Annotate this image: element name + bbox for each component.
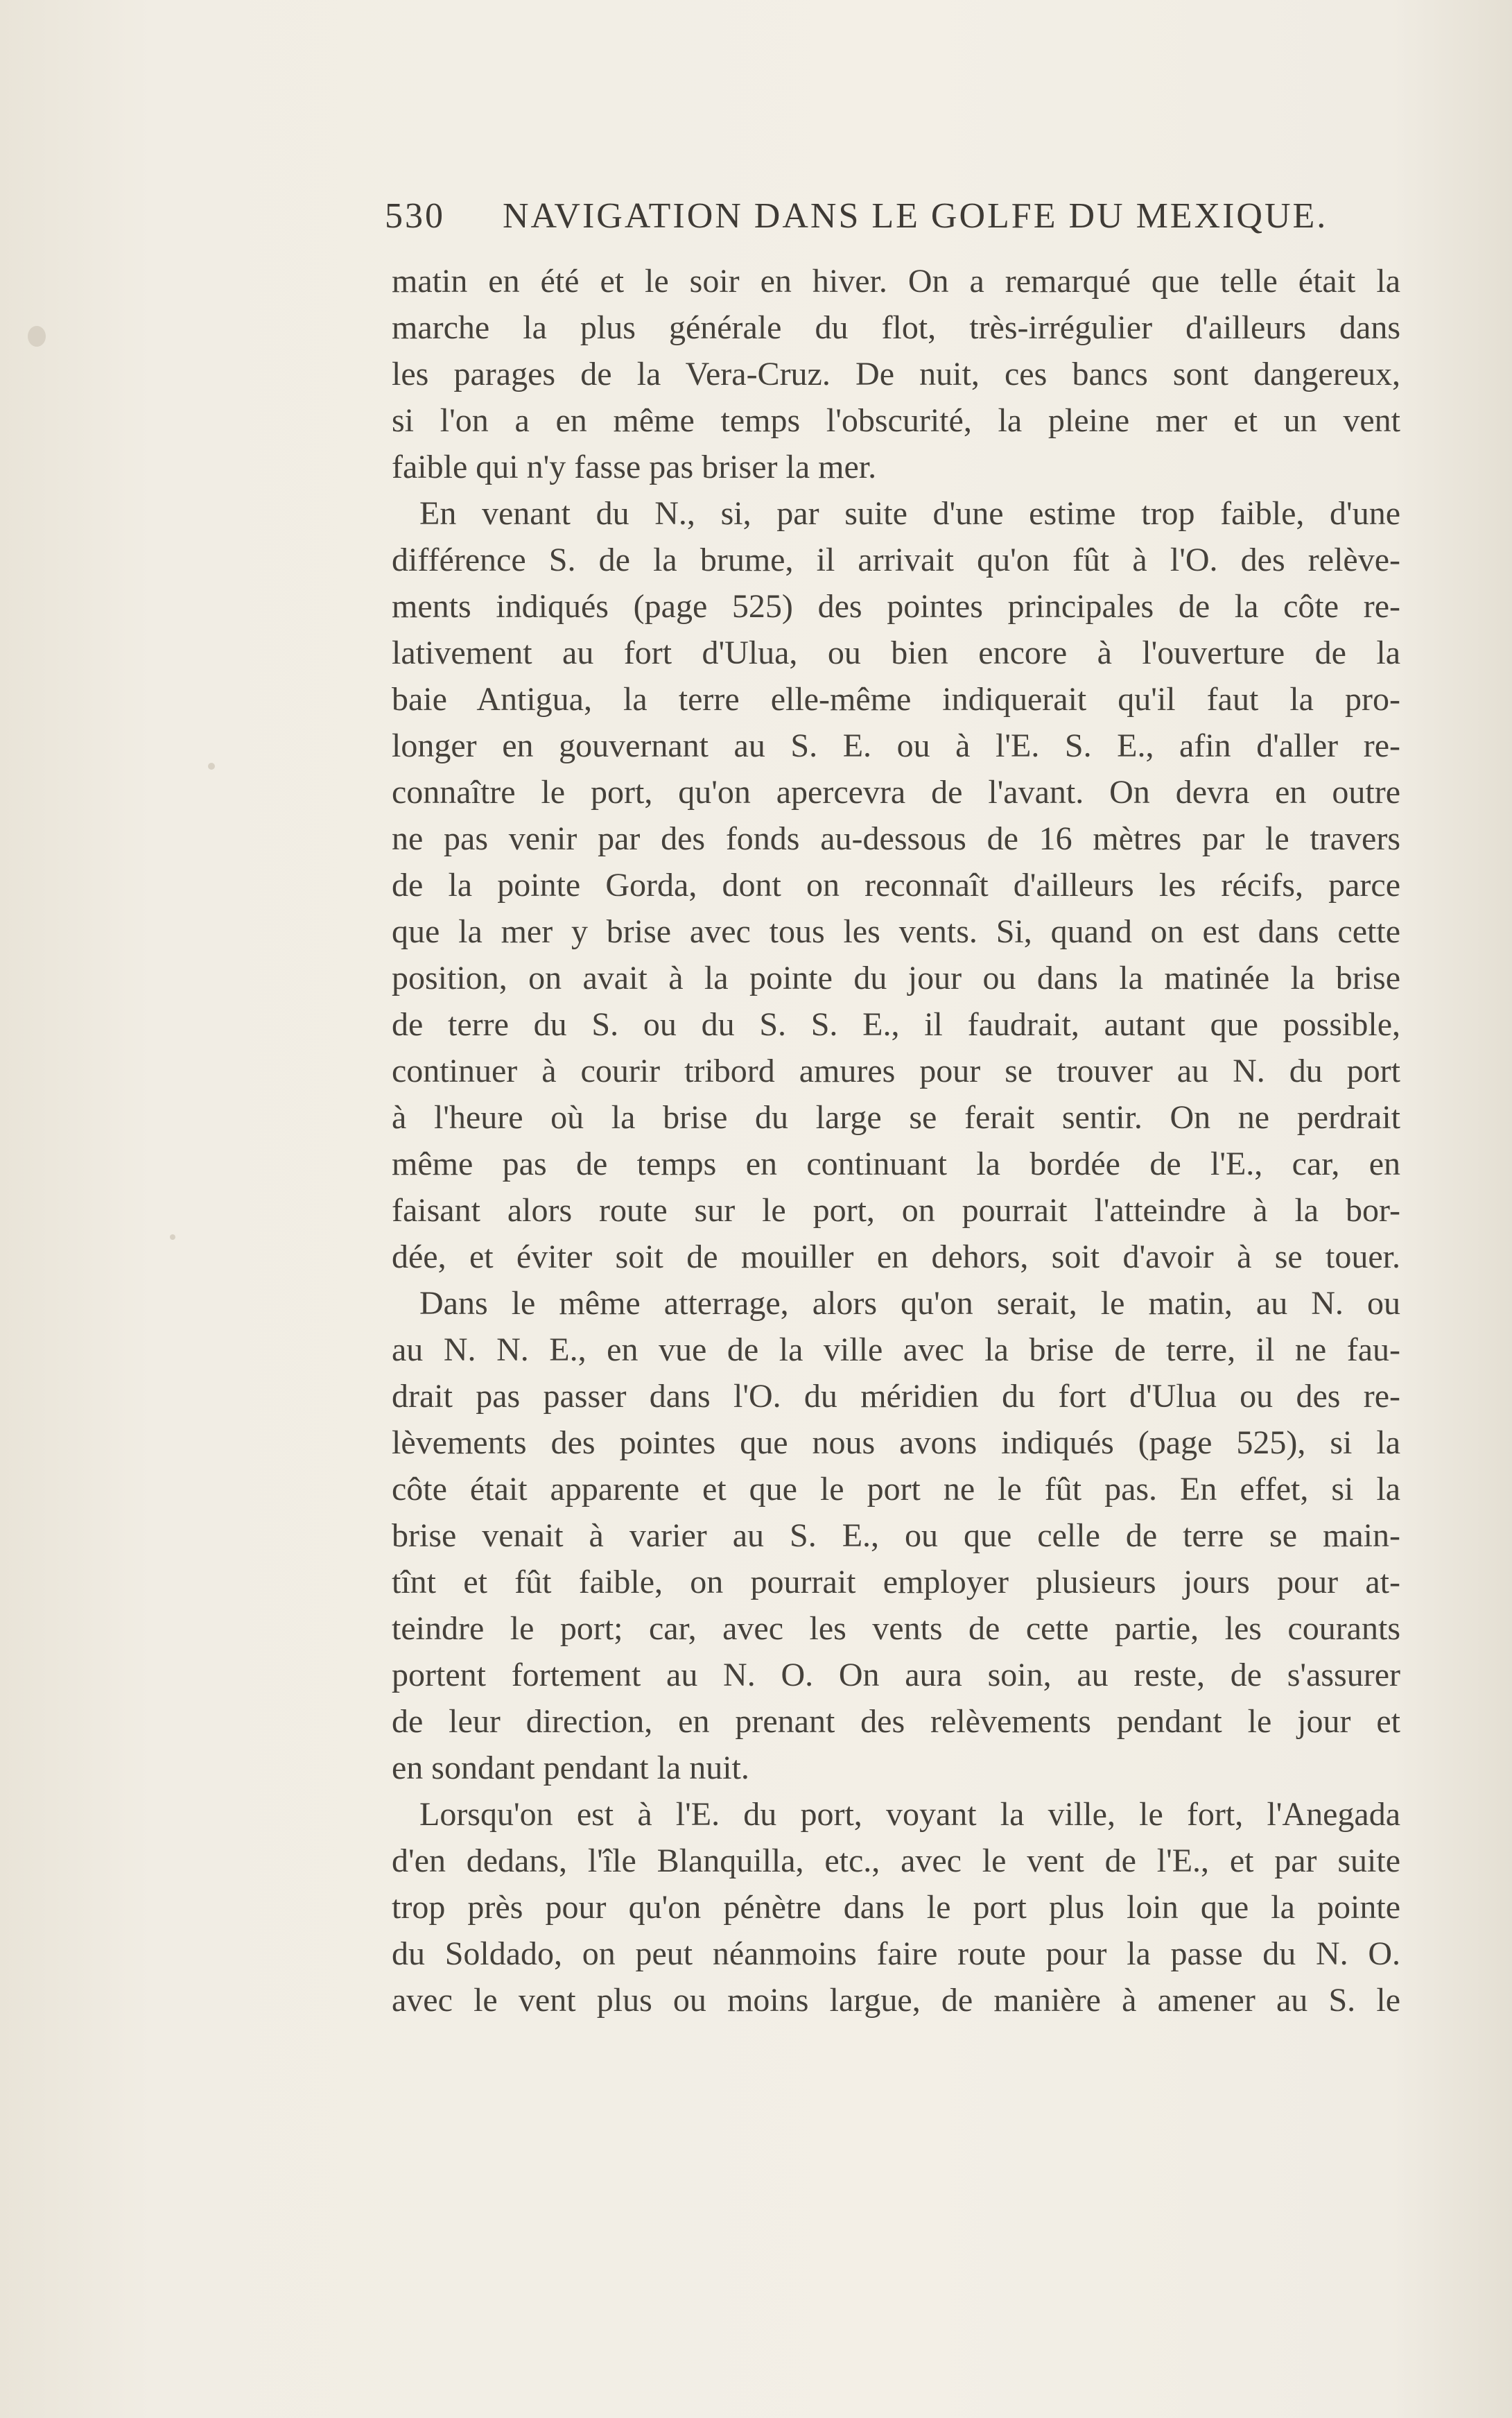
text-line: En venant du N., si, par suite d'une estime trop faible, d'une: [419, 495, 1400, 532]
text-line: portent fortement au N. O. On aura soin, au reste, de s'assurer: [392, 1657, 1400, 1693]
paper-spot: [208, 763, 215, 770]
text-line: tînt et fût faible, on pourrait employer plusieurs jours pour at-: [392, 1564, 1400, 1600]
text-line: faible qui n'y fasse pas briser la mer.: [392, 449, 877, 485]
page-number: 530: [385, 196, 445, 236]
text-line: ne pas venir par des fonds au-dessous de 16 mètres par le travers: [392, 820, 1400, 857]
text-line: différence S. de la brume, il arrivait qu'on fût à l'O. des relève-: [392, 542, 1400, 578]
text-line: drait pas passer dans l'O. du méridien du fort d'Ulua ou des re-: [392, 1378, 1400, 1415]
text-line: position, on avait à la pointe du jour ou dans la matinée la brise: [392, 960, 1400, 996]
text-line: que la mer y brise avec tous les vents. Si, quand on est dans cette: [392, 913, 1400, 950]
running-title: NAVIGATION DANS LE GOLFE DU MEXIQUE.: [503, 196, 1328, 236]
text-line: baie Antigua, la terre elle-même indiquerait qu'il faut la pro-: [392, 681, 1400, 718]
text-line: continuer à courir tribord amures pour se trouver au N. du port: [392, 1053, 1400, 1089]
text-line: lèvements des pointes que nous avons indiqués (page 525), si la: [392, 1424, 1400, 1461]
text-line: à l'heure où la brise du large se ferait sentir. On ne perdrait: [392, 1099, 1400, 1136]
text-line: connaître le port, qu'on apercevra de l'avant. On devra en outre: [392, 774, 1400, 811]
text-line: de terre du S. ou du S. S. E., il faudrait, autant que possible,: [392, 1006, 1400, 1043]
text-line: de leur direction, en prenant des relèvements pendant le jour et: [392, 1703, 1400, 1740]
text-line: Dans le même atterrage, alors qu'on serait, le matin, au N. ou: [419, 1285, 1400, 1322]
text-line: avec le vent plus ou moins largue, de manière à amener au S. le: [392, 1982, 1400, 2019]
text-line: au N. N. E., en vue de la ville avec la brise de terre, il ne fau-: [392, 1331, 1400, 1368]
text-line: de la pointe Gorda, dont on reconnaît d'ailleurs les récifs, parce: [392, 867, 1400, 904]
text-line: brise venait à varier au S. E., ou que celle de terre se main-: [392, 1517, 1400, 1554]
text-line: les parages de la Vera-Cruz. De nuit, ces bancs sont dangereux,: [392, 356, 1400, 392]
text-line: côte était apparente et que le port ne le fût pas. En effet, si la: [392, 1471, 1400, 1508]
text-line: teindre le port; car, avec les vents de cette partie, les courants: [392, 1610, 1400, 1647]
text-line: matin en été et le soir en hiver. On a remarqué que telle était la: [392, 263, 1400, 300]
text-line: même pas de temps en continuant la bordée de l'E., car, en: [392, 1146, 1400, 1182]
text-line: d'en dedans, l'île Blanquilla, etc., avec le vent de l'E., et par suite: [392, 1842, 1400, 1879]
paper-spot: [170, 1234, 175, 1240]
text-line: faisant alors route sur le port, on pourrait l'atteindre à la bor-: [392, 1192, 1400, 1229]
text-line: si l'on a en même temps l'obscurité, la pleine mer et un vent: [392, 402, 1400, 439]
text-line: en sondant pendant la nuit.: [392, 1750, 749, 1786]
text-line: longer en gouvernant au S. E. ou à l'E. S. E., afin d'aller re-: [392, 727, 1400, 764]
text-line: trop près pour qu'on pénètre dans le port plus loin que la pointe: [392, 1889, 1400, 1926]
text-line: marche la plus générale du flot, très-irrégulier d'ailleurs dans: [392, 309, 1400, 346]
running-header: [385, 196, 1404, 251]
text-line: du Soldado, on peut néanmoins faire route pour la passe du N. O.: [392, 1935, 1400, 1972]
text-line: Lorsqu'on est à l'E. du port, voyant la ville, le fort, l'Anegada: [419, 1796, 1400, 1833]
text-line: dée, et éviter soit de mouiller en dehors, soit d'avoir à se touer.: [392, 1238, 1400, 1275]
body-text: [392, 258, 1400, 2023]
text-line: lativement au fort d'Ulua, ou bien encore à l'ouverture de la: [392, 634, 1400, 671]
text-line: ments indiqués (page 525) des pointes principales de la côte re-: [392, 588, 1400, 625]
paper-spot: [28, 326, 46, 347]
